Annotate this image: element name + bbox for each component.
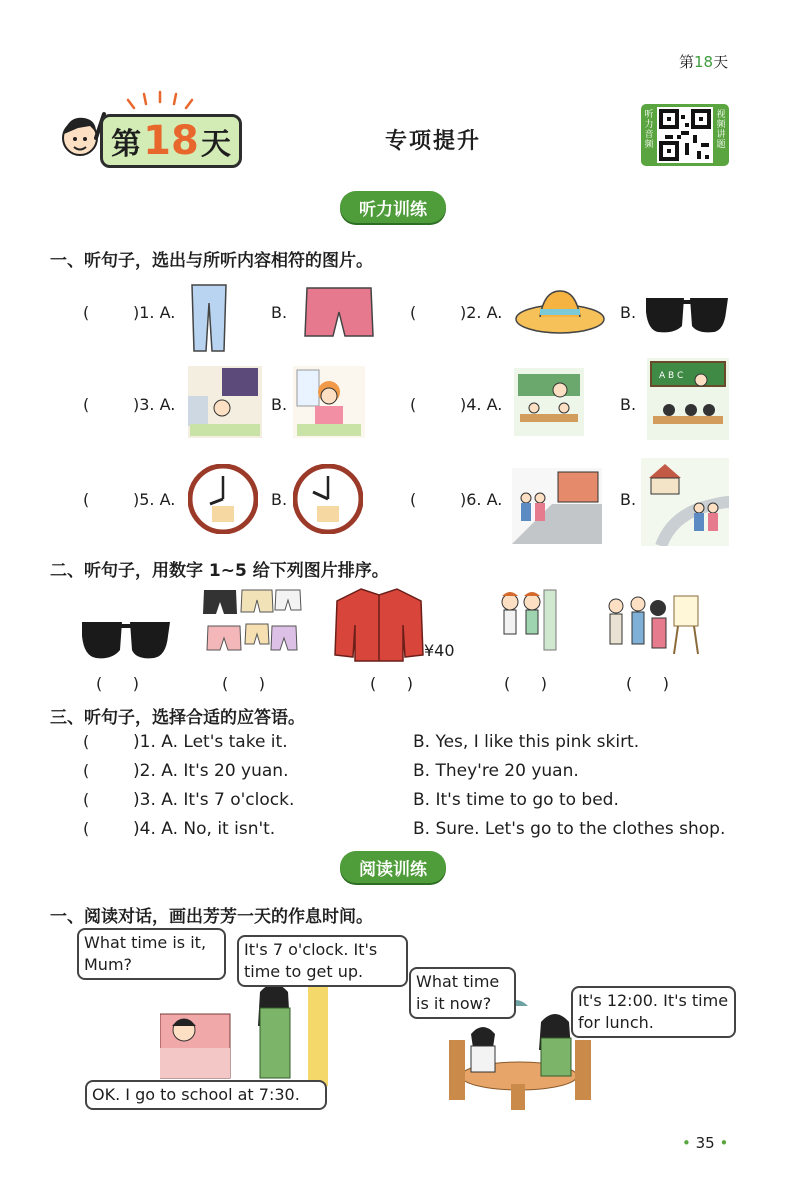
speech-bubble-5: It's 12:00. It's time for lunch. xyxy=(571,986,736,1038)
answer-paren[interactable]: ( xyxy=(410,395,417,414)
shorts-set-icon xyxy=(202,588,302,658)
listening-part3-title: 三、听句子，选择合适的应答语。 xyxy=(50,708,305,728)
svg-text:A B C: A B C xyxy=(659,371,684,381)
answer-paren[interactable]: ( xyxy=(83,761,90,780)
speech-bubble-2: It's 7 o'clock. It's time to get up. xyxy=(237,935,408,987)
item-6-label: )6. A. xyxy=(460,490,503,509)
listening-part1-title: 一、听句子，选出与所听内容相符的图片。 xyxy=(50,251,373,271)
part3-row-1-b: B. Yes, I like this pink skirt. xyxy=(413,732,640,752)
qr-left-label: 听力音频 xyxy=(644,110,654,150)
day-badge xyxy=(54,108,238,166)
scene-classroom-a-icon xyxy=(514,368,584,436)
speech-bubble-3: OK. I go to school at 7:30. xyxy=(85,1080,327,1110)
sun-rays-icon xyxy=(126,90,206,112)
kids-walking-icon xyxy=(496,588,558,658)
scene-walk-city-icon xyxy=(512,468,602,544)
painting-scene-icon xyxy=(602,588,700,660)
pants-icon xyxy=(188,283,230,353)
answer-paren[interactable]: ( xyxy=(83,490,90,509)
scene-day-dinner-icon xyxy=(293,366,365,438)
scene-walk-home-icon xyxy=(641,458,729,546)
item-6-b-label: B. xyxy=(620,490,637,509)
answer-paren[interactable]: ( xyxy=(410,490,417,509)
day-badge-box: 第 18 天 xyxy=(100,114,242,168)
item-2-label: )2. A. xyxy=(460,303,503,322)
reading-section-pill: 阅读训练 xyxy=(340,851,446,883)
order-paren[interactable]: ( ) xyxy=(626,674,669,693)
part3-row-4-b: B. Sure. Let's go to the clothes shop. xyxy=(413,819,726,839)
order-paren[interactable]: ( ) xyxy=(370,674,413,693)
answer-paren[interactable]: ( xyxy=(83,732,90,751)
answer-paren[interactable]: ( xyxy=(83,819,90,838)
speech-bubble-1: What time is it, Mum? xyxy=(77,928,226,980)
sunglasses-icon xyxy=(644,292,730,336)
item-3-label: )3. A. xyxy=(133,395,176,414)
answer-paren[interactable]: ( xyxy=(83,790,90,809)
listening-part2-title: 二、听句子，用数字 1~5 给下列图片排序。 xyxy=(50,561,389,581)
qr-code-icon[interactable] xyxy=(657,107,713,163)
listening-section-pill: 听力训练 xyxy=(340,191,446,223)
clock-b-icon xyxy=(293,464,363,534)
clock-a-icon xyxy=(188,464,258,534)
answer-paren[interactable]: ( xyxy=(83,303,90,322)
sun-hat-icon xyxy=(514,287,606,337)
item-1-label: )1. A. xyxy=(133,303,176,322)
qr-code-panel[interactable] xyxy=(641,104,729,166)
answer-paren[interactable]: ( xyxy=(83,395,90,414)
item-1-b-label: B. xyxy=(271,303,288,322)
price-label: ¥40 xyxy=(424,641,455,660)
sunglasses-icon xyxy=(80,616,172,662)
speech-bubble-4: What time is it now? xyxy=(409,967,516,1019)
part3-row-4-a: )4. A. No, it isn't. xyxy=(133,819,276,839)
shorts-icon xyxy=(303,286,375,340)
qr-right-label: 视频讲题 xyxy=(716,110,726,150)
part3-row-2-b: B. They're 20 yuan. xyxy=(413,761,579,781)
scene-night-dinner-icon xyxy=(188,366,262,438)
item-5-b-label: B. xyxy=(271,490,288,509)
top-right-day-label: 第18天 xyxy=(679,53,729,71)
order-paren[interactable]: ( ) xyxy=(96,674,139,693)
part3-row-1-a: )1. A. Let's take it. xyxy=(133,732,288,752)
scene-classroom-b-icon xyxy=(647,358,729,440)
part3-row-2-a: )2. A. It's 20 yuan. xyxy=(133,761,289,781)
item-4-label: )4. A. xyxy=(460,395,503,414)
answer-paren[interactable]: ( xyxy=(410,303,417,322)
reading-part1-title: 一、阅读对话，画出芳芳一天的作息时间。 xyxy=(50,907,373,927)
item-2-b-label: B. xyxy=(620,303,637,322)
item-4-b-label: B. xyxy=(620,395,637,414)
item-3-b-label: B. xyxy=(271,395,288,414)
part3-row-3-a: )3. A. It's 7 o'clock. xyxy=(133,790,295,810)
order-paren[interactable]: ( ) xyxy=(504,674,547,693)
jacket-icon xyxy=(333,585,425,663)
page-title: 专项提升 xyxy=(385,129,482,154)
page-number: • 35 • xyxy=(682,1134,729,1152)
order-paren[interactable]: ( ) xyxy=(222,674,265,693)
part3-row-3-b: B. It's time to go to bed. xyxy=(413,790,619,810)
item-5-label: )5. A. xyxy=(133,490,176,509)
